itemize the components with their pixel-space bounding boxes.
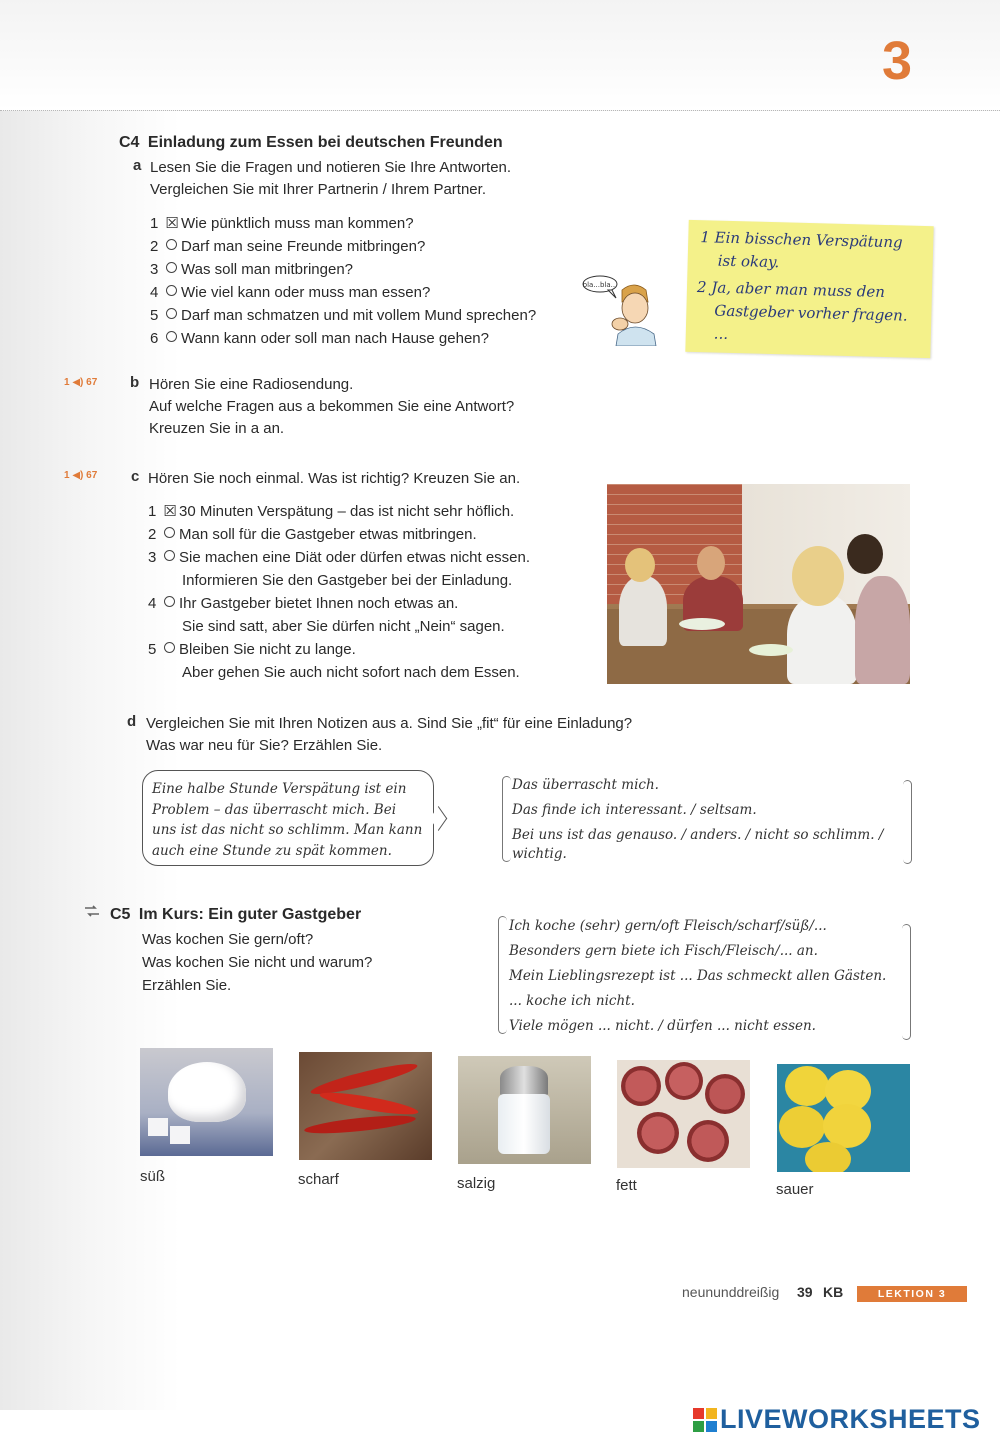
phrase: Mein Lieblingsrezept ist ... Das schmeckt allen Gästen. — [509, 968, 887, 984]
person-left — [619, 576, 667, 646]
c4b-line1: Hören Sie eine Radiosendung. — [149, 376, 354, 393]
radio-circle-icon[interactable] — [166, 262, 177, 273]
plate — [749, 644, 793, 656]
reaction-phrases — [512, 773, 883, 864]
c4a-item[interactable] — [150, 235, 536, 258]
radio-circle-icon[interactable] — [166, 308, 177, 319]
bubble-line: auch eine Stunde zu spät kommen. — [152, 842, 392, 859]
radio-circle-icon[interactable] — [164, 596, 175, 607]
handwritten-answer-note — [685, 220, 933, 358]
chili-photo — [299, 1052, 432, 1160]
woman-front-head — [792, 546, 844, 606]
shaker-cap — [500, 1066, 548, 1096]
c4d-line2: Was war neu für Sie? Erzählen Sie. — [146, 737, 383, 754]
c5-title: Im Kurs: Ein guter Gastgeber — [138, 906, 362, 923]
food-label-sour: sauer — [776, 1181, 814, 1198]
c4a-item[interactable] — [150, 281, 536, 304]
item-text: Sie machen eine Diät oder dürfen etwas nicht essen. — [179, 549, 531, 566]
speech-bubble-text — [152, 779, 422, 861]
lemon — [805, 1142, 851, 1172]
c4d-instructions — [146, 713, 632, 757]
salad-bowl — [679, 618, 725, 630]
item-text: Man soll für die Gastgeber etwas mitbringen. — [179, 526, 477, 543]
person-left-head — [625, 548, 655, 582]
phrase: Ich koche (sehr) gern/oft Fleisch/scharf/süß/... — [509, 918, 827, 934]
item-number: 5 — [148, 641, 157, 658]
shaker-glass — [498, 1094, 550, 1154]
sugar-cube — [170, 1126, 190, 1144]
item-number: 2 — [150, 238, 159, 255]
bubble-line: uns ist das nicht so schlimm. Man kann — [152, 822, 423, 838]
chili — [304, 1112, 417, 1137]
audio-track-b[interactable]: 1 ◀) 67 — [64, 377, 98, 388]
note-line: ... — [713, 324, 729, 343]
book-code: KB — [823, 1284, 844, 1300]
conversation-icon — [84, 905, 100, 917]
item-text: Wie viel kann oder muss man essen? — [181, 284, 431, 301]
cross-checkbox-icon[interactable]: ☒ — [165, 215, 179, 232]
c5-heading — [110, 906, 361, 924]
c4-title: Einladung zum Essen bei deutschen Freunden — [147, 134, 503, 151]
bubble-line: Eine halbe Stunde Verspätung ist ein — [152, 781, 407, 797]
item-number: 4 — [148, 595, 157, 612]
lemon — [785, 1066, 829, 1106]
item-text: Darf man schmatzen und mit vollem Mund sprechen? — [181, 307, 537, 324]
lemon — [779, 1106, 825, 1148]
food-label-spicy: scharf — [298, 1171, 339, 1188]
c4c-instruction: Hören Sie noch einmal. Was ist richtig? Kreuzen Sie an. — [148, 470, 521, 487]
c5-label: C5 — [110, 906, 131, 923]
c4c-item[interactable] — [148, 638, 530, 661]
c5-line: Erzählen Sie. — [142, 977, 232, 994]
note-line: Gastgeber vorher fragen. — [714, 301, 908, 325]
item-text: Ihr Gastgeber bietet Ihnen noch etwas an. — [179, 595, 459, 612]
cross-checkbox-icon[interactable]: ☒ — [163, 503, 177, 520]
salami-slice — [665, 1062, 703, 1100]
radio-circle-icon[interactable] — [164, 642, 175, 653]
item-number: 3 — [150, 261, 159, 278]
item-text: Wann kann oder soll man nach Hause gehen? — [181, 330, 489, 347]
c4a-line1: Lesen Sie die Fragen und notieren Sie Ihre Antworten. — [150, 159, 512, 176]
lemons-photo — [777, 1064, 910, 1172]
page-header — [0, 0, 1000, 111]
phrase: Viele mögen ... nicht. / dürfen ... nicht essen. — [509, 1018, 816, 1034]
item-text: Was soll man mitbringen? — [181, 261, 354, 278]
dinner-party-photo — [607, 484, 910, 684]
host-head — [697, 546, 725, 580]
note-line: 2 Ja, aber man muss den — [696, 278, 886, 301]
item-number: 3 — [148, 549, 157, 566]
item-number: 1 — [148, 503, 157, 520]
liveworksheets-brand[interactable]: LIVEWORKSHEETS — [720, 1404, 981, 1434]
item-number: 4 — [150, 284, 159, 301]
c4b-letter: b — [130, 374, 140, 391]
cooking-phrases — [509, 914, 886, 1039]
phrase-bracket-left — [502, 776, 511, 862]
talking-man-cartoon — [582, 272, 662, 346]
phrase: Besonders gern biete ich Fisch/Fleisch/... an. — [509, 943, 818, 959]
c4a-instructions — [150, 157, 511, 201]
speech-bubble — [142, 770, 434, 866]
c4a-question-list — [150, 212, 536, 350]
radio-circle-icon[interactable] — [166, 239, 177, 250]
c4a-item[interactable] — [150, 327, 536, 350]
food-label-sweet: süß — [140, 1168, 166, 1185]
item-text: 30 Minuten Verspätung – das ist nicht sehr höflich. — [179, 503, 515, 520]
lesson-number: 3 — [882, 31, 913, 91]
phrase: ... koche ich nicht. — [509, 993, 635, 1009]
c4c-statement-list — [148, 500, 530, 684]
man-right-head — [847, 534, 883, 574]
c4a-letter: a — [133, 157, 142, 174]
audio-track-c[interactable]: 1 ◀) 67 — [64, 470, 98, 481]
c4a-item[interactable] — [150, 212, 536, 235]
radio-circle-icon[interactable] — [164, 527, 175, 538]
c4a-item[interactable] — [150, 304, 536, 327]
c4-heading — [119, 134, 503, 152]
note-line: ist okay. — [717, 251, 780, 272]
food-label-salty: salzig — [457, 1175, 496, 1192]
c5-line: Was kochen Sie nicht und warum? — [142, 954, 373, 971]
c4c-item[interactable] — [148, 523, 530, 546]
chili — [319, 1088, 420, 1118]
phrase-bracket-right — [903, 780, 912, 864]
c4c-item[interactable] — [148, 546, 530, 569]
sugar-bowl — [168, 1062, 246, 1122]
item-number: 2 — [148, 526, 157, 543]
sugar-photo — [140, 1048, 273, 1156]
c4a-line2: Vergleichen Sie mit Ihrer Partnerin / Ihrem Partner. — [150, 181, 486, 198]
item-text: Bleiben Sie nicht zu lange. — [179, 641, 356, 658]
phrase-bracket-left — [498, 916, 507, 1034]
item-text-continued: Sie sind satt, aber Sie dürfen nicht „Nein“ sagen. — [182, 618, 505, 635]
page-number: 39 — [797, 1284, 813, 1300]
radio-circle-icon[interactable] — [164, 550, 175, 561]
cartoon-bubble-text: bla...bla... — [582, 281, 618, 289]
item-text-continued: Informieren Sie den Gastgeber bei der Einladung. — [182, 572, 513, 589]
c4b-line3: Kreuzen Sie in a an. — [149, 420, 285, 437]
sugar-cube — [148, 1118, 168, 1136]
c4d-letter: d — [127, 713, 137, 730]
c4b-instructions — [149, 374, 514, 440]
c4c-item[interactable] — [148, 592, 530, 615]
salami-slice — [637, 1112, 679, 1154]
lesson-tab: LEKTION 3 — [857, 1286, 967, 1302]
phrase: Das finde ich interessant. / seltsam. — [512, 802, 757, 818]
c4c-item[interactable] — [148, 500, 530, 523]
phrase: wichtig. — [512, 846, 567, 862]
item-text: Darf man seine Freunde mitbringen? — [181, 238, 426, 255]
woman-front — [787, 594, 857, 684]
salami-slice — [687, 1120, 729, 1162]
item-number: 6 — [150, 330, 159, 347]
c5-instructions — [142, 928, 372, 997]
salt-shaker-photo — [458, 1056, 591, 1164]
liveworksheets-logo-icon — [693, 1408, 717, 1432]
salami-slice — [621, 1066, 661, 1106]
phrase: Das überrascht mich. — [512, 777, 659, 793]
radio-circle-icon[interactable] — [166, 285, 177, 296]
phrase-bracket-right — [902, 924, 911, 1040]
c4b-line2: Auf welche Fragen aus a bekommen Sie eine Antwort? — [149, 398, 515, 415]
page-number-word: neununddreißig — [682, 1284, 780, 1300]
item-number: 1 — [150, 215, 159, 232]
c5-line: Was kochen Sie gern/oft? — [142, 931, 314, 948]
bubble-line: Problem – das überrascht mich. Bei — [152, 801, 397, 818]
item-number: 5 — [150, 307, 159, 324]
item-text: Wie pünktlich muss man kommen? — [181, 215, 414, 232]
c4c-letter: c — [131, 468, 140, 485]
radio-circle-icon[interactable] — [166, 331, 177, 342]
note-line: 1 Ein bisschen Verspätung — [700, 228, 903, 252]
salami-slice — [705, 1074, 745, 1114]
phrase: Bei uns ist das genauso. / anders. / nicht so schlimm. / — [512, 827, 884, 843]
c4d-line1: Vergleichen Sie mit Ihren Notizen aus a. Sind Sie „fit“ für eine Einladung? — [146, 715, 633, 732]
food-label-fatty: fett — [616, 1177, 637, 1194]
c4a-item[interactable] — [150, 258, 536, 281]
man-right — [855, 576, 910, 684]
salami-photo — [617, 1060, 750, 1168]
item-text-continued: Aber gehen Sie auch nicht sofort nach dem Essen. — [182, 664, 520, 681]
c4-label: C4 — [119, 134, 140, 151]
